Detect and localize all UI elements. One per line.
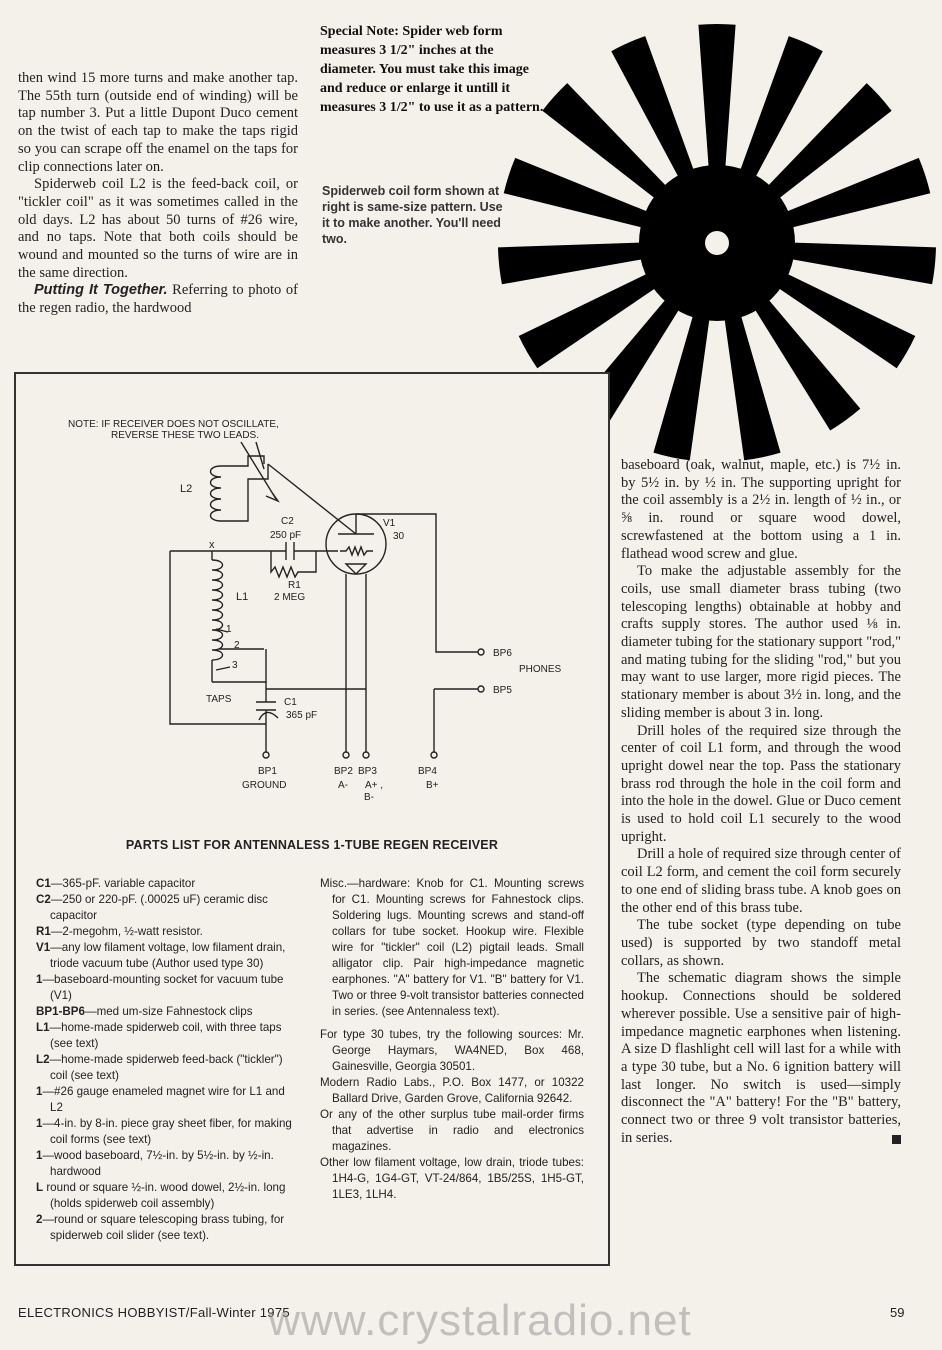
paragraph: Drill a hole of required size through center of coil L2 form, and cement the coil form securely to one end of sliding brass tube. A knob goes on the other end of this brass tube. bbox=[621, 846, 901, 916]
c1-capacitor bbox=[256, 682, 276, 752]
r1-label: R1 bbox=[288, 580, 301, 591]
bp3-post bbox=[363, 752, 369, 758]
parts-misc: Misc.—hardware: Knob for C1. Mounting screws for C1. Mounting screws for Fahnestock clips. Soldering lugs. Mounting screws and stand-off collars for tube socket. Hookup wire. Flexible wire for "tickler" coil (L2) pigtail leads. Small alligator clip. Pair high-impedance magnetic earphones. "A" battery for V1. "B" battery for V1. Two or three 9-volt transistor batteries connected in series. (see Antennaless text). bbox=[320, 877, 584, 1018]
parts-item-text: —250 or 220-pF. (.00025 uF) ceramic disc capacitor bbox=[50, 893, 268, 922]
parts-item-key: 1 bbox=[36, 1085, 43, 1098]
r1-value: 2 MEG bbox=[274, 592, 306, 603]
parts-item bbox=[36, 1180, 298, 1212]
paragraph bbox=[18, 282, 298, 317]
special-note: Special Note: Spider web form measures 3 1/2" inches at the diameter. You must take this image and reduce or enlarge it untill it measures 3 1/2" to use it as a pattern. bbox=[320, 24, 544, 115]
page-number: 59 bbox=[890, 1305, 905, 1320]
paragraph-text: The schematic diagram shows the simple hookup. Connections should be soldered wherever possible. Use a sensitive pair of high-impedance magnetic earphones when listening. A size D flashlight cell will last for a while with a type 30 tube, but a No. 6 ignition battery will last longer. No switch is used—simply disconnect the "A" battery! For the "B" battery, connect two or three 9 volt transistor batteries, in series. bbox=[621, 970, 901, 1146]
parts-item-text: —home-made spiderweb coil, with three taps (see text) bbox=[49, 1021, 282, 1050]
parts-list-left bbox=[36, 876, 298, 1244]
parts-list-title: PARTS LIST FOR ANTENNALESS 1-TUBE REGEN RECEIVER bbox=[125, 838, 499, 852]
note-label-line2: REVERSE THESE TWO LEADS. bbox=[111, 430, 260, 441]
parts-item-text: —any low filament voltage, low filament drain, triode vacuum tube (Author used type 30) bbox=[50, 941, 286, 970]
parts-item bbox=[36, 1052, 298, 1084]
parts-item bbox=[36, 924, 298, 940]
parts-item-text: —4-in. by 8-in. piece gray sheet fiber, for making coil forms (see text) bbox=[42, 1117, 292, 1146]
parts-other-tubes: Other low filament voltage, low drain, triode tubes: 1H4-G, 1G4-GT, VT-24/864, 1B5/25S, 1H5-GT, 1LE3, 1LH4. bbox=[320, 1156, 584, 1201]
note-arrow bbox=[241, 442, 278, 501]
parts-item-text: —baseboard-mounting socket for vacuum tube (V1) bbox=[42, 973, 284, 1002]
c2-capacitor bbox=[212, 542, 338, 560]
v1-label: V1 bbox=[383, 518, 396, 529]
plate-to-phones bbox=[356, 514, 478, 652]
parts-item-key: R1 bbox=[36, 925, 51, 938]
bp6-post bbox=[478, 649, 484, 655]
l1-coil bbox=[212, 560, 223, 660]
c1-value: 365 pF bbox=[286, 710, 318, 721]
v1-type: 30 bbox=[393, 531, 405, 542]
a-minus-label: A- bbox=[338, 780, 348, 791]
bp5-label: BP5 bbox=[493, 685, 512, 696]
bp3-label: BP3 bbox=[358, 766, 377, 777]
parts-item-text: —#26 gauge enameled magnet wire for L1 and L2 bbox=[42, 1085, 285, 1114]
parts-item-key: C1 bbox=[36, 877, 51, 890]
run-in-heading: Putting It Together. bbox=[34, 282, 168, 299]
parts-item-key: 1 bbox=[36, 1149, 43, 1162]
parts-modern-radio: Modern Radio Labs., P.O. Box 1477, or 10322 Ballard Drive, Garden Grove, California 92642. bbox=[320, 1076, 584, 1105]
bp4-label: BP4 bbox=[418, 766, 437, 777]
tap-slider bbox=[212, 649, 266, 682]
parts-item-key: L1 bbox=[36, 1021, 50, 1034]
parts-item-text: —home-made spiderweb feed-back ("tickler") coil (see text) bbox=[49, 1053, 283, 1082]
l1-label: L1 bbox=[236, 591, 249, 603]
bp2-label: BP2 bbox=[334, 766, 353, 777]
bp6-label: BP6 bbox=[493, 648, 512, 659]
parts-item-key: L2 bbox=[36, 1053, 50, 1066]
parts-item-text: —round or square telescoping brass tubing, for spiderweb coil slider (see text). bbox=[42, 1213, 285, 1242]
note-label-line1: NOTE: IF RECEIVER DOES NOT OSCILLATE, bbox=[68, 419, 279, 430]
figure-caption: Spiderweb coil form shown at right is same-size pattern. Use it to make another. You'll need two. bbox=[322, 184, 503, 246]
c2-value: 250 pF bbox=[270, 530, 302, 541]
parts-item-text: —wood baseboard, 7½-in. by 5½-in. by ½-in. hardwood bbox=[42, 1149, 274, 1178]
end-mark-icon bbox=[892, 1135, 901, 1144]
v1-electrodes bbox=[338, 534, 374, 574]
c1-variable-arrow bbox=[259, 712, 278, 720]
bp1-post bbox=[263, 752, 269, 758]
parts-sources: For type 30 tubes, try the following sources: Mr. George Haymars, WA4NED, Box 468, Gainesville, Georgia 30501. bbox=[320, 1028, 584, 1073]
tap-leads bbox=[216, 629, 264, 670]
bp4-post bbox=[431, 752, 437, 758]
paragraph: baseboard (oak, walnut, maple, etc.) is 7½ in. by 5½ in. by ½ in. The supporting upright for the coil assembly is a 2½ in. length of ½ in., or ⅝ in. round or square wood dowel, screwfastened at the bottom using a 1 in. flathead wood screw and glue. bbox=[621, 457, 901, 562]
parts-list-right bbox=[320, 876, 584, 1203]
b-plus-to-phones bbox=[434, 689, 478, 752]
tap-3: 3 bbox=[232, 660, 238, 671]
l2-lead-bottom bbox=[221, 464, 268, 521]
paragraph: then wind 15 more turns and make another tap. The 55th turn (outside end of winding) will be tap number 3. Put a little Dupont Duco cement on the twist of each tap to make the taps rigid so you can scrape off the enamel on the taps for clip connections later on. bbox=[18, 70, 298, 175]
parts-surplus: Or any of the other surplus tube mail-order firms that advertise in radio and electronics magazines. bbox=[320, 1108, 584, 1153]
b-minus-label: B- bbox=[364, 792, 374, 803]
parts-item bbox=[36, 972, 298, 1004]
parts-item-text: —med um-size Fahnestock clips bbox=[84, 1005, 253, 1018]
parts-item-text: —365-pF. variable capacitor bbox=[50, 877, 196, 890]
a-plus-label: A+ , bbox=[365, 780, 384, 791]
watermark: www.crystalradio.net bbox=[268, 1296, 692, 1345]
parts-item bbox=[36, 1084, 298, 1116]
parts-item-key: 2 bbox=[36, 1213, 43, 1226]
taps-label: TAPS bbox=[206, 694, 232, 705]
right-text-column bbox=[621, 457, 901, 1147]
left-text-column bbox=[18, 70, 298, 318]
parts-item-key: C2 bbox=[36, 893, 51, 906]
parts-item bbox=[36, 1148, 298, 1180]
x-mark: x bbox=[209, 539, 215, 551]
ground-label: GROUND bbox=[242, 780, 287, 791]
parts-item bbox=[36, 1212, 298, 1244]
l2-coil bbox=[211, 466, 222, 521]
schematic-parts-box bbox=[14, 372, 610, 1266]
page-footer: ELECTRONICS HOBBYIST/Fall-Winter 1975 bbox=[18, 1305, 290, 1320]
c2-label: C2 bbox=[281, 516, 294, 527]
l2-label: L2 bbox=[180, 483, 193, 495]
bp5-post bbox=[478, 686, 484, 692]
parts-item bbox=[36, 892, 298, 924]
paragraph: To make the adjustable assembly for the coils, use small diameter brass tubing (two telescoping lengths) obtainable at hobby and crafts supply stores. The author used ⅛ in. diameter tubing for the stationary support "rod," and mating tubing for the sliding "rod," but you may want to use larger, more rigid pieces. The stationary member is about 3½ in. long, and the sliding member is about 3 in. long. bbox=[621, 563, 901, 721]
parts-item bbox=[36, 1020, 298, 1052]
phones-label: PHONES bbox=[519, 664, 562, 675]
paragraph bbox=[621, 970, 901, 1147]
parts-item-key: 1 bbox=[36, 1117, 43, 1130]
paragraph: The tube socket (type depending on tube used) is supported by two standoff metal collars, as shown. bbox=[621, 917, 901, 969]
b-plus-label: B+ bbox=[426, 780, 439, 791]
parts-item-text: round or square ½-in. wood dowel, 2½-in. long (holds spiderweb coil assembly) bbox=[43, 1181, 286, 1210]
parts-item bbox=[36, 940, 298, 972]
paragraph: Spiderweb coil L2 is the feed-back coil, or "tickler coil" as it was sometimes called in the old days. L2 has about 50 turns of #26 wire, and no taps. Note that both coils should be wound and mounted so the turns of wire are in the same direction. bbox=[18, 176, 298, 281]
schematic-diagram bbox=[16, 374, 608, 814]
tap-2: 2 bbox=[234, 640, 240, 651]
bp2-post bbox=[343, 752, 349, 758]
parts-item-key: BP1-BP6 bbox=[36, 1005, 85, 1018]
bp1-label: BP1 bbox=[258, 766, 277, 777]
paragraph-text: Referring to photo of the regen radio, the hardwood bbox=[18, 282, 298, 317]
paragraph: Drill holes of the required size through the center of coil L1 form, and through the wood upright dowel near the top. Pass the stationary brass rod through the hole in the coil form and into the hole in the dowel. Glue or Duco cement is used to hold coil L1 securely to the wood upright. bbox=[621, 722, 901, 845]
parts-item-key: V1 bbox=[36, 941, 51, 954]
l2-lead-top bbox=[221, 456, 264, 466]
parts-item-key: 1 bbox=[36, 973, 43, 986]
c1-label: C1 bbox=[284, 697, 297, 708]
parts-item bbox=[36, 876, 298, 892]
tap-1: 1 bbox=[226, 624, 232, 635]
parts-item bbox=[36, 1116, 298, 1148]
parts-item-key: L bbox=[36, 1181, 44, 1194]
parts-item bbox=[36, 1004, 298, 1020]
center-hole bbox=[705, 231, 729, 255]
parts-item-text: —2-megohm, ½-watt resistor. bbox=[50, 925, 203, 938]
